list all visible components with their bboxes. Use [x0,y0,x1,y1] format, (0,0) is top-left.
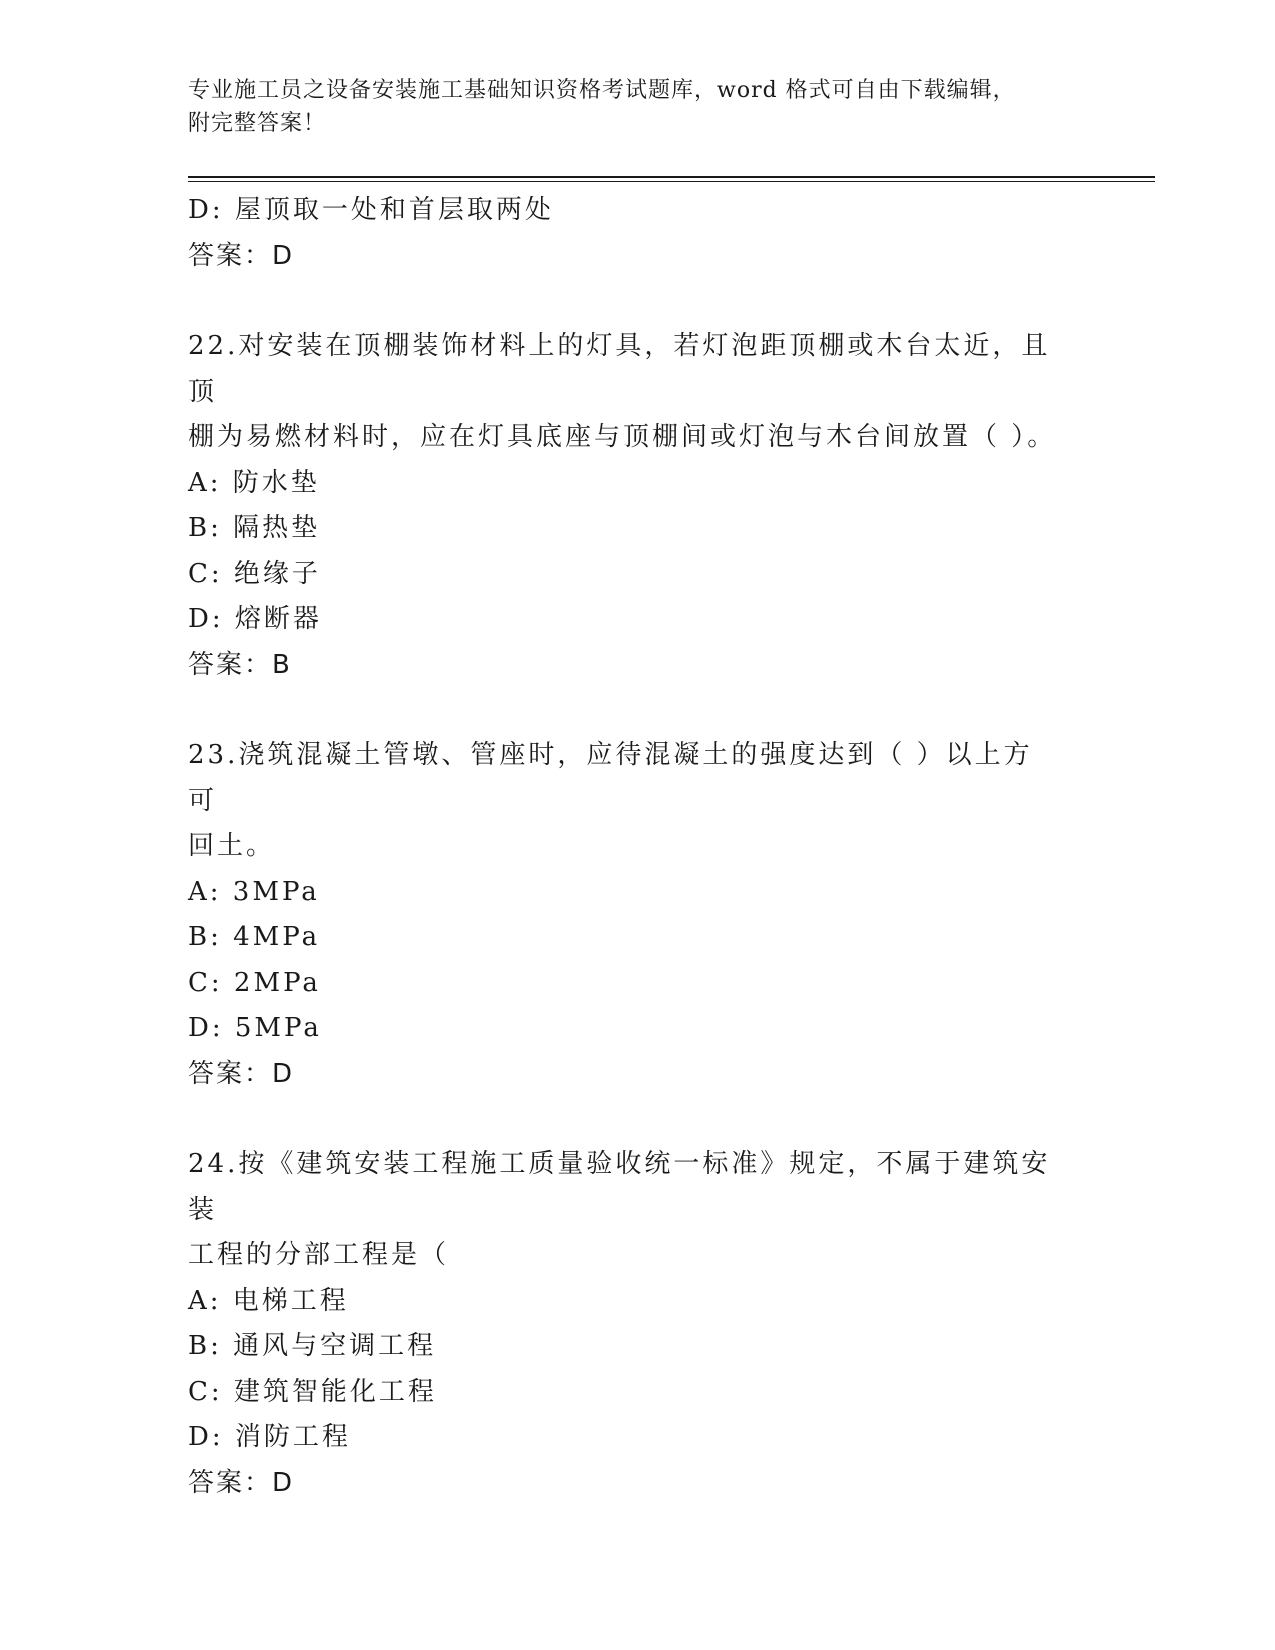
header-line-2: 附完整答案！ [188,111,327,136]
question-stem [188,733,1058,870]
answer-line: 答案：D [188,1058,295,1089]
option-c: C: 绝缘子 [188,558,321,589]
option-d: D: 屋顶取一处和首层取两处 [188,195,554,225]
option-d: D: 熔断器 [188,604,322,634]
answer-line: 答案：D [188,1467,295,1498]
header-rule-thin [188,181,1155,182]
header-rule-thick [188,176,1155,178]
previous-question-tail [188,188,1088,279]
option-a: A: 防水垫 [188,467,320,498]
question-stem-line-1: 24.按《建筑安装工程施工质量验收统一标准》规定，不属于建筑安装 [188,1149,1051,1225]
document-body [188,188,1088,1506]
option-d: D: 消防工程 [188,1422,351,1452]
option-d: D: 5MPa [188,1013,322,1043]
document-header [188,74,1068,140]
question-stem-line-2: 回土。 [188,831,276,861]
option-b: B: 通风与空调工程 [188,1331,437,1361]
question-stem-line-2: 棚为易燃材料时，应在灯具底座与顶棚间或灯泡与木台间放置（ ）。 [188,422,1057,452]
question-stem [188,1142,1058,1279]
option-c: C: 2MPa [188,967,321,998]
question-23 [188,733,1088,1097]
option-a: A: 3MPa [188,876,320,907]
option-b: B: 4MPa [188,922,321,952]
header-line-1: 专业施工员之设备安装施工基础知识资格考试题库，word 格式可自由下载编辑， [188,78,1016,103]
option-c: C: 建筑智能化工程 [188,1376,437,1407]
question-24 [188,1142,1088,1506]
question-stem-line-1: 23.浇筑混凝土管墩、管座时，应待混凝土的强度达到（ ）以上方可 [188,740,1033,816]
option-b: B: 隔热垫 [188,513,321,543]
answer-line: 答案：B [188,649,292,680]
question-stem-line-2: 工程的分部工程是（ [188,1240,450,1270]
question-stem [188,324,1058,461]
answer-line: 答案：D [188,240,295,271]
question-stem-line-1: 22.对安装在顶棚装饰材料上的灯具，若灯泡距顶棚或木台太近，且顶 [188,331,1051,407]
question-22 [188,324,1088,688]
option-a: A: 电梯工程 [188,1285,349,1316]
